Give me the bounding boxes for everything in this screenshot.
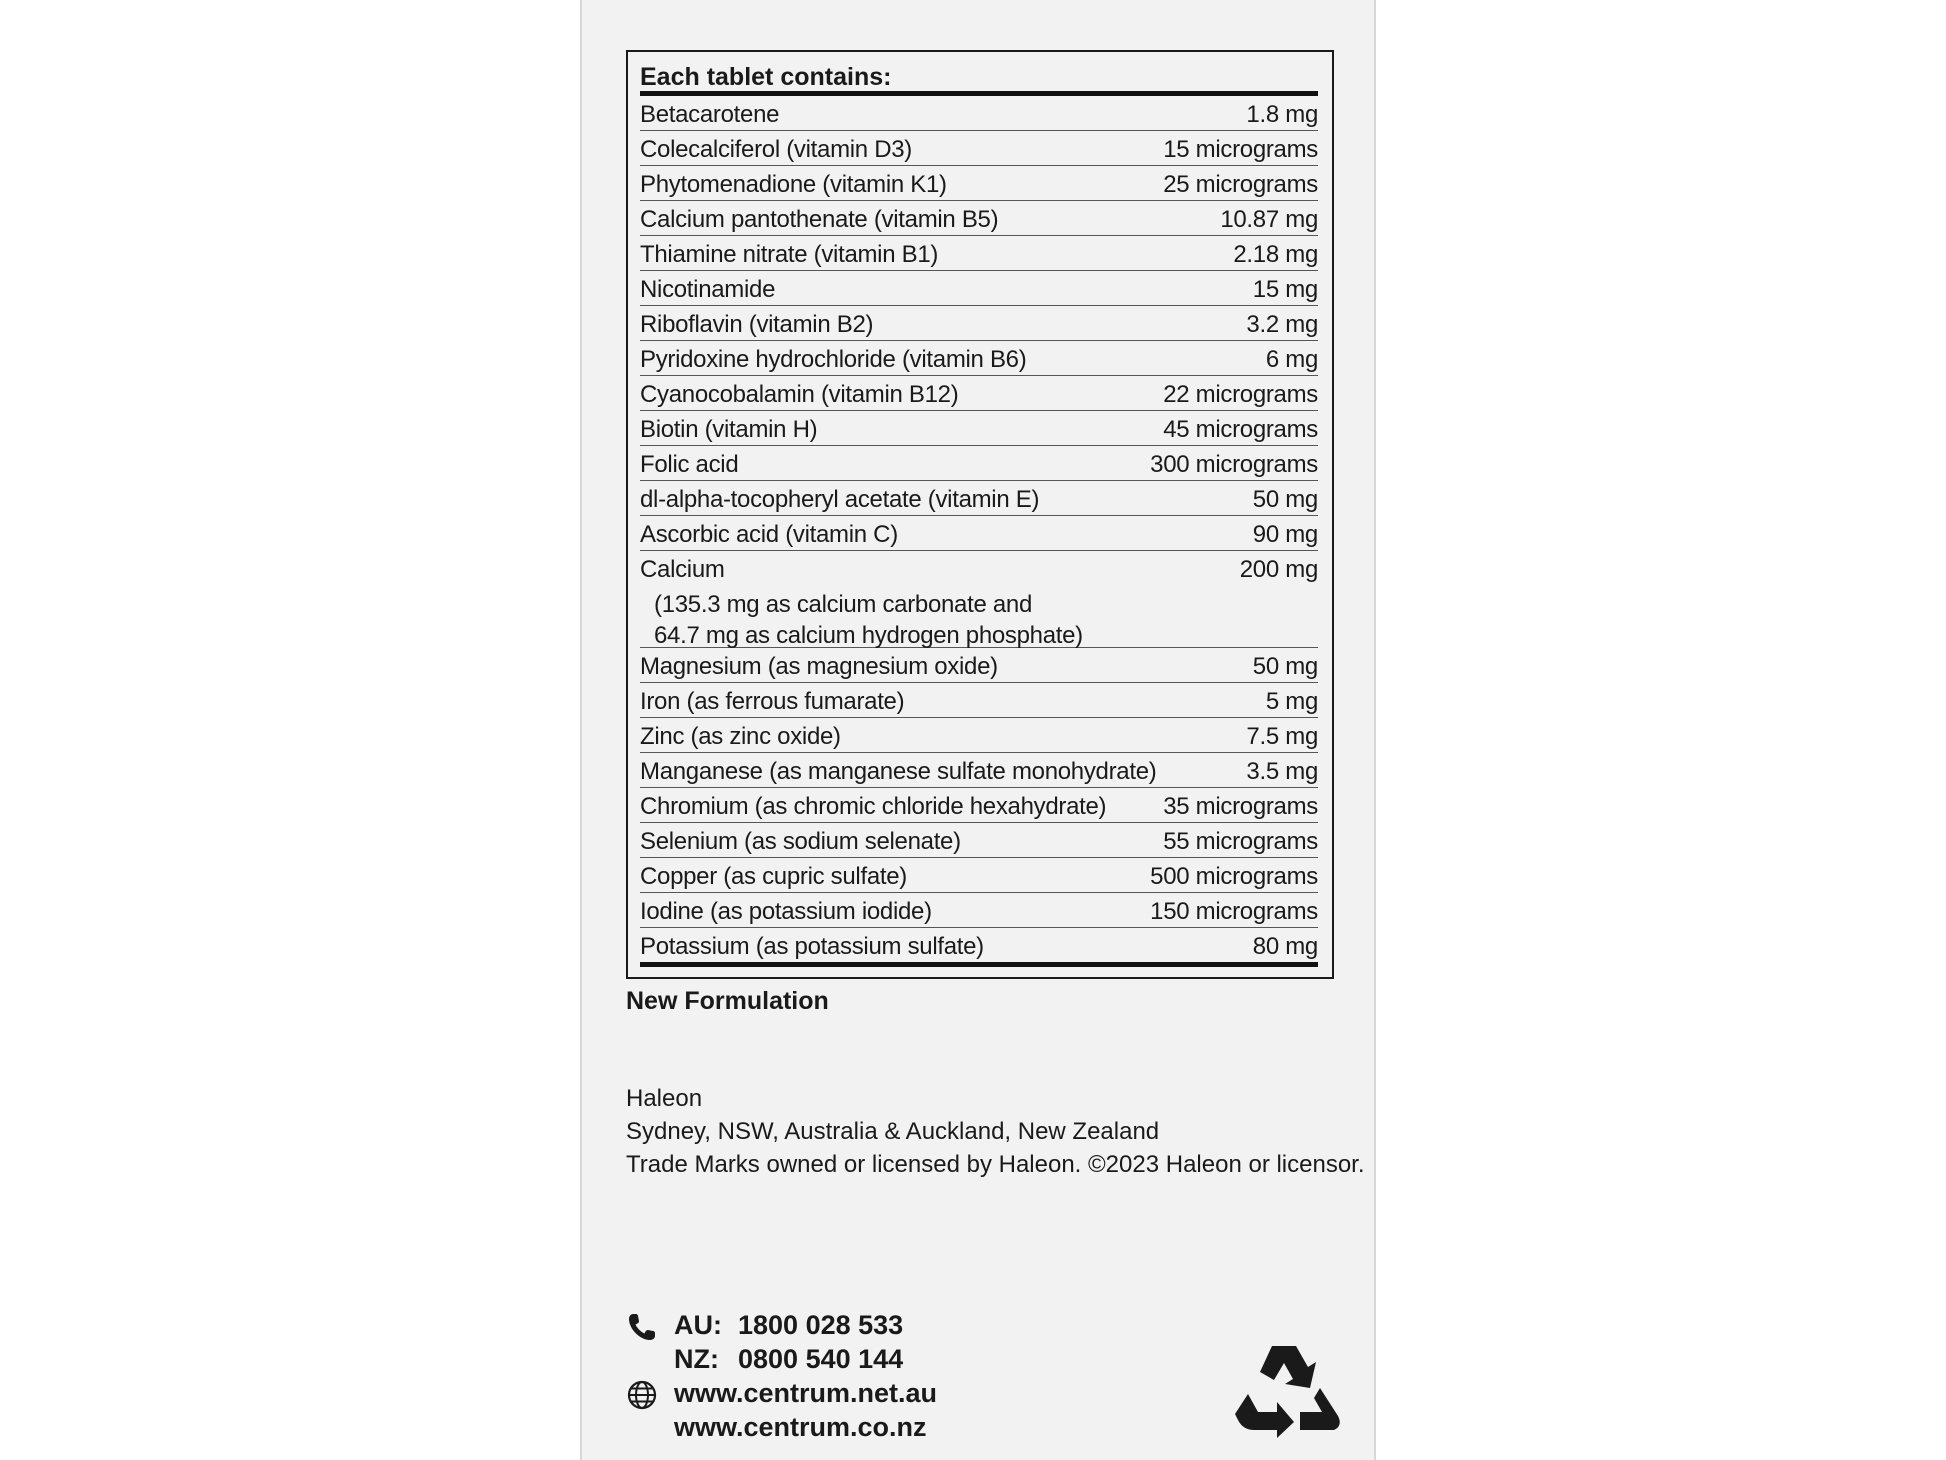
phone-icon — [626, 1311, 658, 1343]
ingredient-amount: 150 micrograms — [1150, 898, 1318, 925]
ingredient-name: Folic acid — [640, 451, 739, 478]
web-nz-line — [626, 1410, 937, 1444]
table-row — [640, 516, 1318, 551]
globe-icon — [626, 1379, 658, 1411]
ingredient-name: Betacarotene — [640, 101, 780, 128]
ingredient-name: Magnesium (as magnesium oxide) — [640, 653, 998, 680]
ingredient-note: (135.3 mg as calcium carbonate and — [654, 591, 1033, 618]
table-row — [640, 446, 1318, 481]
ingredient-amount: 1.8 mg — [1246, 101, 1318, 128]
ingredient-amount: 2.18 mg — [1233, 241, 1318, 268]
ingredient-amount: 7.5 mg — [1246, 723, 1318, 750]
ingredient-name: Biotin (vitamin H) — [640, 416, 818, 443]
ingredient-amount: 6 mg — [1265, 346, 1318, 373]
ingredient-name: dl-alpha-tocopheryl acetate (vitamin E) — [640, 486, 1040, 513]
ingredient-amount: 25 micrograms — [1163, 171, 1318, 198]
ingredient-amount: 200 mg — [1239, 556, 1318, 583]
ingredient-amount: 10.87 mg — [1220, 206, 1318, 233]
ingredient-amount: 35 micrograms — [1163, 793, 1318, 820]
table-row — [640, 96, 1318, 131]
table-row — [640, 551, 1318, 648]
table-row — [640, 481, 1318, 516]
table-row — [640, 718, 1318, 753]
ingredient-amount: 50 mg — [1252, 653, 1318, 680]
new-formulation-note: New Formulation — [626, 987, 829, 1015]
table-row — [640, 201, 1318, 236]
ingredient-name: Iron (as ferrous fumarate) — [640, 688, 905, 715]
table-header: Each tablet contains: — [640, 54, 1318, 96]
ingredient-amount: 300 micrograms — [1150, 451, 1318, 478]
ingredient-name: Cyanocobalamin (vitamin B12) — [640, 381, 959, 408]
table-row — [640, 271, 1318, 306]
company-info — [626, 1082, 1365, 1181]
table-row — [640, 928, 1318, 967]
ingredient-name: Potassium (as potassium sulfate) — [640, 933, 984, 960]
ingredient-amount: 15 micrograms — [1163, 136, 1318, 163]
table-row — [640, 166, 1318, 201]
website-au-link[interactable]: www.centrum.net.au — [674, 1378, 938, 1408]
table-row — [640, 858, 1318, 893]
phone-au — [626, 1308, 937, 1342]
recycle-icon — [1234, 1340, 1340, 1440]
label-panel — [580, 0, 1376, 1460]
contact-block — [626, 1308, 937, 1444]
ingredient-amount: 55 micrograms — [1163, 828, 1318, 855]
ingredient-amount: 50 mg — [1252, 486, 1318, 513]
ingredient-name: Selenium (as sodium selenate) — [640, 828, 961, 855]
ingredient-name: Phytomenadione (vitamin K1) — [640, 171, 947, 198]
ingredient-name: Colecalciferol (vitamin D3) — [640, 136, 912, 163]
ingredient-name: Riboflavin (vitamin B2) — [640, 311, 874, 338]
ingredient-note: 64.7 mg as calcium hydrogen phosphate) — [654, 622, 1083, 649]
table-row — [640, 411, 1318, 446]
company-name: Haleon — [626, 1085, 703, 1112]
au-label: AU: — [674, 1310, 722, 1340]
table-row — [640, 376, 1318, 411]
nz-phone[interactable]: 0800 540 144 — [738, 1344, 904, 1374]
ingredient-name: Thiamine nitrate (vitamin B1) — [640, 241, 939, 268]
ingredient-amount: 3.5 mg — [1246, 758, 1318, 785]
ingredient-amount: 3.2 mg — [1246, 311, 1318, 338]
trademark-notice: Trade Marks owned or licensed by Haleon. ©2023 Haleon or licensor. — [626, 1151, 1365, 1178]
ingredient-amount: 5 mg — [1265, 688, 1318, 715]
ingredient-name: Nicotinamide — [640, 276, 776, 303]
ingredient-name: Copper (as cupric sulfate) — [640, 863, 907, 890]
nz-label: NZ: — [674, 1344, 719, 1374]
table-row — [640, 236, 1318, 271]
ingredient-name: Chromium (as chromic chloride hexahydrate) — [640, 793, 1107, 820]
table-row — [640, 893, 1318, 928]
table-row — [640, 823, 1318, 858]
ingredient-name: Manganese (as manganese sulfate monohydrate) — [640, 758, 1157, 785]
ingredient-rows — [640, 96, 1318, 967]
ingredient-name: Ascorbic acid (vitamin C) — [640, 521, 898, 548]
ingredient-amount: 45 micrograms — [1163, 416, 1318, 443]
ingredient-name-group — [640, 551, 1083, 651]
ingredient-name: Calcium pantothenate (vitamin B5) — [640, 206, 999, 233]
table-row — [640, 306, 1318, 341]
table-row — [640, 753, 1318, 788]
website-nz-link[interactable]: www.centrum.co.nz — [674, 1412, 927, 1442]
table-row — [640, 788, 1318, 823]
ingredient-amount: 80 mg — [1252, 933, 1318, 960]
ingredient-name: Pyridoxine hydrochloride (vitamin B6) — [640, 346, 1027, 373]
ingredient-amount: 22 micrograms — [1163, 381, 1318, 408]
table-row — [640, 648, 1318, 683]
au-phone[interactable]: 1800 028 533 — [738, 1310, 904, 1340]
ingredient-name: Iodine (as potassium iodide) — [640, 898, 932, 925]
table-row — [640, 683, 1318, 718]
phone-nz — [626, 1342, 937, 1376]
company-location: Sydney, NSW, Australia & Auckland, New Zealand — [626, 1118, 1160, 1145]
ingredient-amount: 500 micrograms — [1150, 863, 1318, 890]
ingredient-name: Calcium — [640, 556, 725, 583]
table-row — [640, 131, 1318, 166]
web-au-line — [626, 1376, 937, 1410]
ingredient-amount: 90 mg — [1252, 521, 1318, 548]
table-row — [640, 341, 1318, 376]
ingredient-amount: 15 mg — [1252, 276, 1318, 303]
ingredients-table — [626, 50, 1334, 979]
ingredient-name: Zinc (as zinc oxide) — [640, 723, 841, 750]
